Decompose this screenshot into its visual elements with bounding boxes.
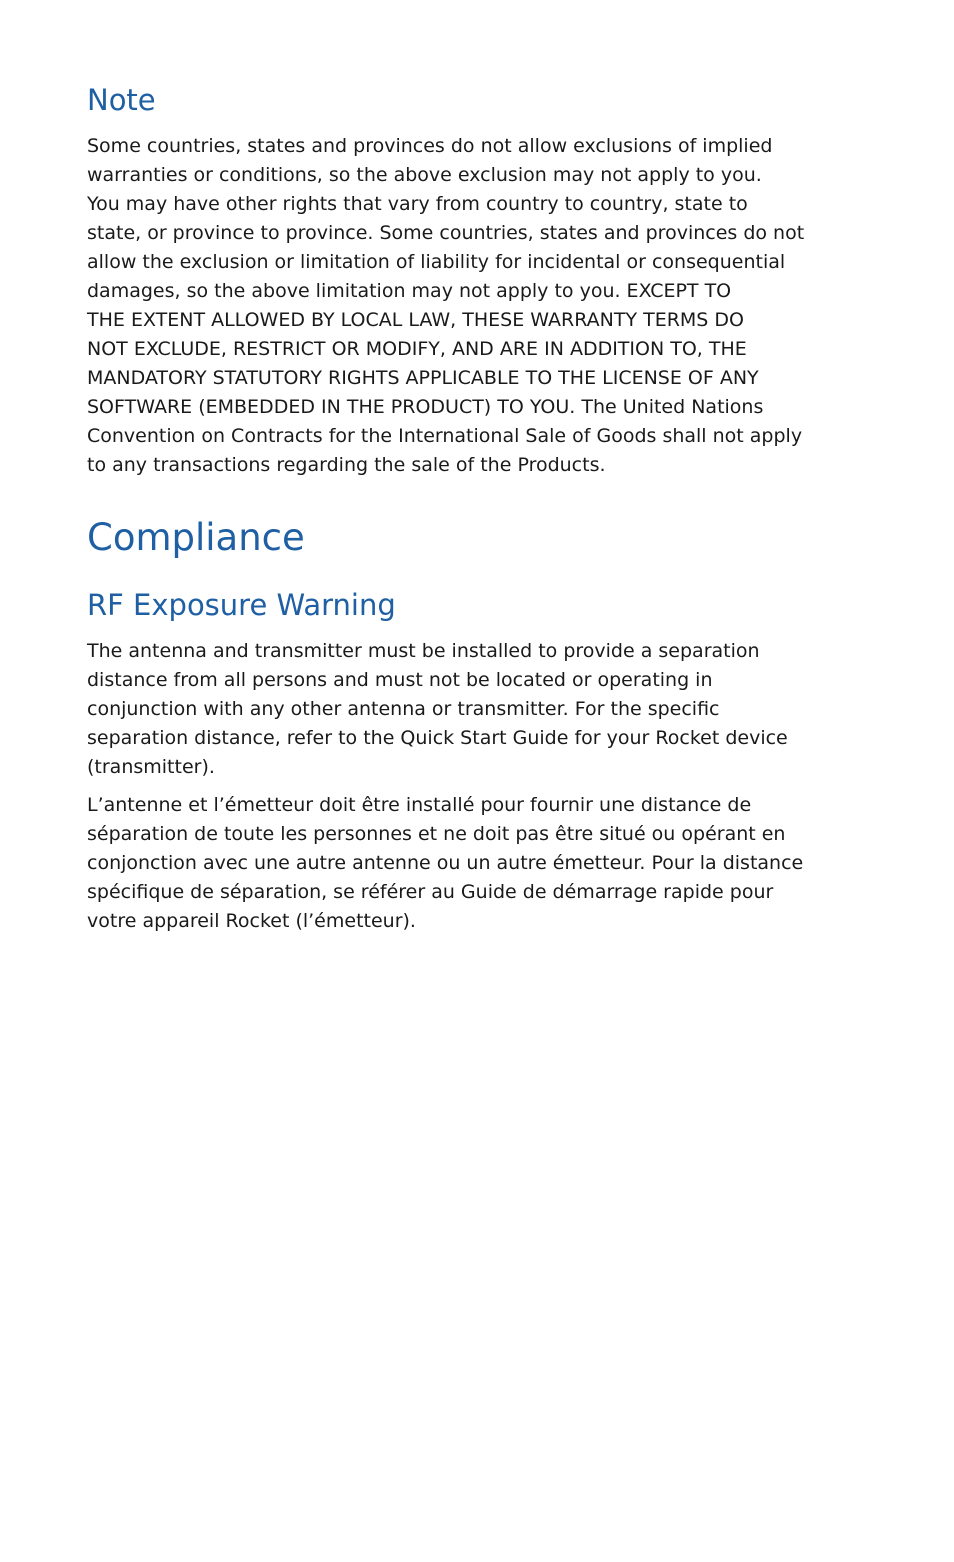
rf-french-line: L’antenne et l’émetteur doit être installé pour fournir une distance de bbox=[87, 794, 752, 816]
note-line: NOT EXCLUDE, RESTRICT OR MODIFY, AND ARE IN ADDITION TO, THE bbox=[87, 338, 747, 360]
note-line: damages, so the above limitation may not apply to you. EXCEPT TO bbox=[87, 280, 732, 302]
rf-english-line: (transmitter). bbox=[87, 756, 215, 778]
note-line: SOFTWARE (EMBEDDED IN THE PRODUCT) TO YOU. The United Nations bbox=[87, 396, 764, 418]
note-heading: Note bbox=[87, 83, 156, 117]
rf-english-line: conjunction with any other antenna or transmitter. For the specific bbox=[87, 698, 720, 720]
note-line: to any transactions regarding the sale of the Products. bbox=[87, 454, 606, 476]
note-line: Some countries, states and provinces do not allow exclusions of implied bbox=[87, 135, 773, 157]
note-line: THE EXTENT ALLOWED BY LOCAL LAW, THESE WARRANTY TERMS DO bbox=[87, 309, 744, 331]
note-line: warranties or conditions, so the above exclusion may not apply to you. bbox=[87, 164, 762, 186]
rf-english-line: distance from all persons and must not be located or operating in bbox=[87, 669, 713, 691]
note-line: state, or province to province. Some countries, states and provinces do not bbox=[87, 222, 805, 244]
rf-english-line: separation distance, refer to the Quick Start Guide for your Rocket device bbox=[87, 727, 788, 749]
note-line: MANDATORY STATUTORY RIGHTS APPLICABLE TO THE LICENSE OF ANY bbox=[87, 367, 759, 389]
note-line: allow the exclusion or limitation of liability for incidental or consequential bbox=[87, 251, 786, 273]
rf-french-line: séparation de toute les personnes et ne doit pas être situé ou opérant en bbox=[87, 823, 786, 845]
note-line: Convention on Contracts for the International Sale of Goods shall not apply bbox=[87, 425, 803, 447]
rf-english-line: The antenna and transmitter must be installed to provide a separation bbox=[87, 640, 760, 662]
rf-french-line: conjonction avec une autre antenne ou un autre émetteur. Pour la distance bbox=[87, 852, 804, 874]
note-line: You may have other rights that vary from country to country, state to bbox=[87, 193, 748, 215]
rf-exposure-heading: RF Exposure Warning bbox=[87, 588, 396, 622]
rf-french-line: spécifique de séparation, se référer au Guide de démarrage rapide pour bbox=[87, 881, 774, 903]
rf-french-line: votre appareil Rocket (l’émetteur). bbox=[87, 910, 416, 932]
compliance-heading: Compliance bbox=[87, 516, 305, 559]
rf-warning-french-paragraph bbox=[87, 791, 887, 936]
note-paragraph bbox=[87, 132, 887, 480]
document-page bbox=[87, 82, 887, 936]
rf-warning-english-paragraph bbox=[87, 637, 887, 782]
